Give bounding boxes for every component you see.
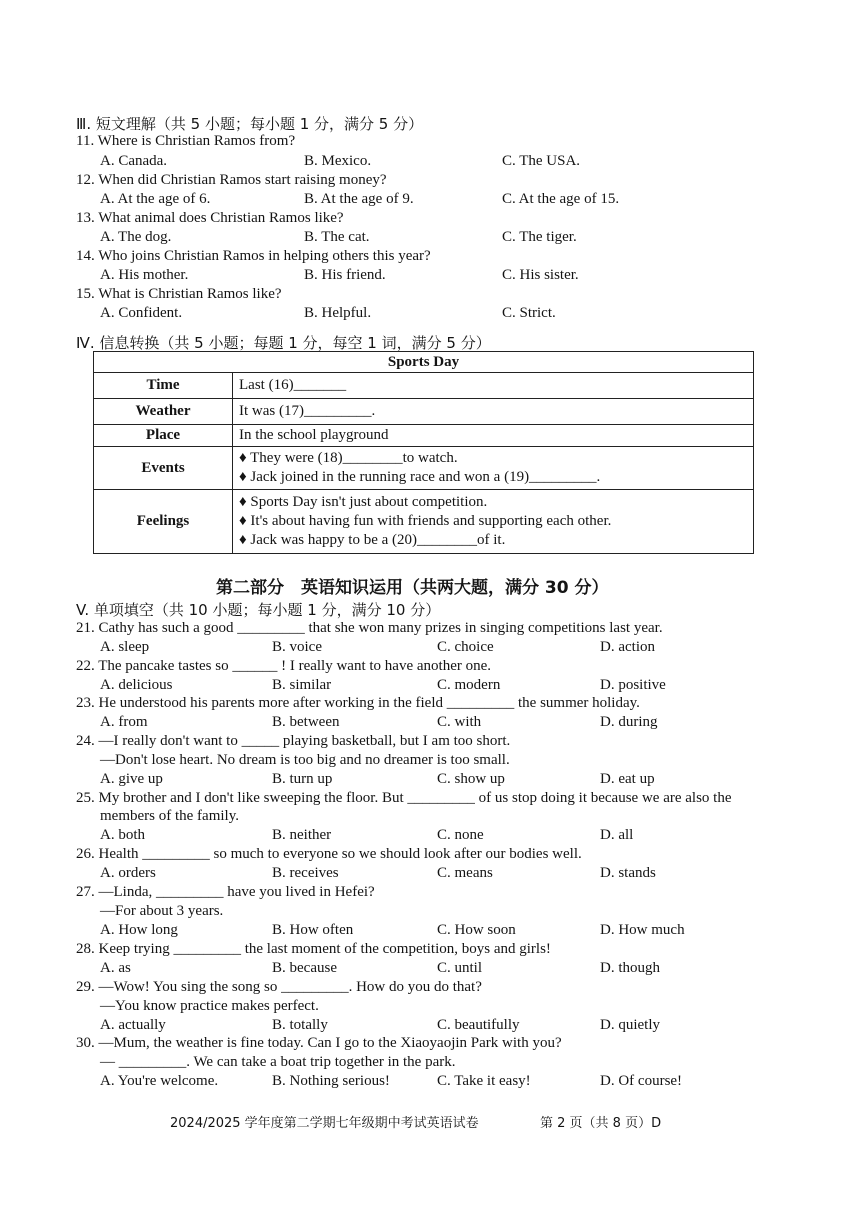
q14-option-a: A. His mother. xyxy=(100,267,189,283)
q29-option-d: D. quietly xyxy=(600,1017,660,1033)
question-24-reply: —Don't lose heart. No dream is too big and no dreamer is too small. xyxy=(100,752,510,768)
question-23: 23. He understood his parents more after working in the field _________ the summer holiday. xyxy=(76,695,640,711)
q11-option-a: A. Canada. xyxy=(100,153,168,169)
question-30-reply: — _________. We can take a boat trip together in the park. xyxy=(100,1054,456,1070)
q28-option-a: A. as xyxy=(100,960,131,976)
question-25-cont: members of the family. xyxy=(100,808,239,824)
events-line: ♦ Jack joined in the running race and won a (19)_________. xyxy=(239,469,601,485)
q30-option-d: D. Of course! xyxy=(600,1073,683,1089)
q15-option-c: C. Strict. xyxy=(502,305,556,321)
question-26: 26. Health _________ so much to everyone so we should look after our bodies well. xyxy=(76,846,582,862)
q13-option-b: B. The cat. xyxy=(304,229,370,245)
events-line: ♦ They were (18)________to watch. xyxy=(239,450,458,466)
q27-option-d: D. How much xyxy=(600,922,685,938)
feelings-content xyxy=(233,490,754,554)
q21-option-a: A. sleep xyxy=(100,639,150,655)
q25-option-c: C. none xyxy=(437,827,484,843)
q25-option-b: B. neither xyxy=(272,827,332,843)
section-5-title: V. 单项填空（共 10 小题；每小题 1 分，满分 10 分） xyxy=(76,601,441,619)
q30-option-c: C. Take it easy! xyxy=(437,1073,531,1089)
q24-option-a: A. give up xyxy=(100,771,163,787)
q30-option-b: B. Nothing serious! xyxy=(272,1073,390,1089)
events-content xyxy=(233,447,754,490)
q23-option-c: C. with xyxy=(437,714,482,730)
question-28: 28. Keep trying _________ the last moment of the competition, boys and girls! xyxy=(76,941,551,957)
q15-option-b: B. Helpful. xyxy=(304,305,372,321)
q23-option-d: D. during xyxy=(600,714,658,730)
q12-option-b: B. At the age of 9. xyxy=(304,191,414,207)
q14-option-b: B. His friend. xyxy=(304,267,386,283)
q29-option-a: A. actually xyxy=(100,1017,166,1033)
feelings-line: ♦ Jack was happy to be a (20)________of it. xyxy=(239,532,506,548)
q11-option-c: C. The USA. xyxy=(502,153,581,169)
q13-option-a: A. The dog. xyxy=(100,229,172,245)
q29-option-b: B. totally xyxy=(272,1017,328,1033)
section-3-title: Ⅲ. 短文理解（共 5 小题；每小题 1 分，满分 5 分） xyxy=(76,115,424,133)
q22-option-c: C. modern xyxy=(437,677,501,693)
q24-option-b: B. turn up xyxy=(272,771,333,787)
q28-option-d: D. though xyxy=(600,960,660,976)
q14-option-c: C. His sister. xyxy=(502,267,579,283)
weather-label: Weather xyxy=(94,399,233,425)
feelings-line: ♦ It's about having fun with friends and supporting each other. xyxy=(239,513,612,529)
footer-page-number: 第 2 页（共 8 页）D xyxy=(540,1116,662,1131)
q23-option-b: B. between xyxy=(272,714,340,730)
q25-option-d: D. all xyxy=(600,827,634,843)
q24-option-d: D. eat up xyxy=(600,771,655,787)
q21-option-b: B. voice xyxy=(272,639,322,655)
q28-option-c: C. until xyxy=(437,960,483,976)
q28-option-b: B. because xyxy=(272,960,337,976)
q22-option-b: B. similar xyxy=(272,677,332,693)
time-label: Time xyxy=(94,373,233,399)
question-29-reply: —You know practice makes perfect. xyxy=(100,998,319,1014)
part-2-title: 第二部分 英语知识运用（共两大题，满分 30 分） xyxy=(216,578,609,598)
q27-option-c: C. How soon xyxy=(437,922,516,938)
q13-option-c: C. The tiger. xyxy=(502,229,577,245)
q24-option-c: C. show up xyxy=(437,771,505,787)
question-30: 30. —Mum, the weather is fine today. Can I go to the Xiaoyaojin Park with you? xyxy=(76,1035,562,1051)
q22-option-d: D. positive xyxy=(600,677,666,693)
question-11: 11. Where is Christian Ramos from? xyxy=(76,133,296,149)
place-label: Place xyxy=(94,425,233,447)
section-4-title: Ⅳ. 信息转换（共 5 小题；每题 1 分，每空 1 词，满分 5 分） xyxy=(76,334,491,352)
q26-option-a: A. orders xyxy=(100,865,156,881)
question-21: 21. Cathy has such a good _________ that she won many prizes in singing competitions last year. xyxy=(76,620,663,636)
q22-option-a: A. delicious xyxy=(100,677,173,693)
question-22: 22. The pancake tastes so ______ ! I really want to have another one. xyxy=(76,658,492,674)
q12-option-c: C. At the age of 15. xyxy=(502,191,620,207)
question-27: 27. —Linda, _________ have you lived in Hefei? xyxy=(76,884,375,900)
q29-option-c: C. beautifully xyxy=(437,1017,520,1033)
q15-option-a: A. Confident. xyxy=(100,305,183,321)
q25-option-a: A. both xyxy=(100,827,145,843)
q27-option-a: A. How long xyxy=(100,922,178,938)
q26-option-d: D. stands xyxy=(600,865,656,881)
question-14: 14. Who joins Christian Ramos in helping others this year? xyxy=(76,248,431,264)
q12-option-a: A. At the age of 6. xyxy=(100,191,211,207)
question-15: 15. What is Christian Ramos like? xyxy=(76,286,282,302)
q23-option-a: A. from xyxy=(100,714,148,730)
events-label: Events xyxy=(94,447,233,490)
q21-option-c: C. choice xyxy=(437,639,494,655)
question-27-reply: —For about 3 years. xyxy=(100,903,224,919)
sports-day-table xyxy=(93,351,754,554)
question-13: 13. What animal does Christian Ramos like? xyxy=(76,210,344,226)
footer-exam-title: 2024/2025 学年度第二学期七年级期中考试英语试卷 xyxy=(170,1116,479,1131)
question-24: 24. —I really don't want to _____ playing basketball, but I am too short. xyxy=(76,733,511,749)
question-25: 25. My brother and I don't like sweeping the floor. But _________ of us stop doing it because we are also the xyxy=(76,790,732,806)
time-content: Last (16)_______ xyxy=(233,373,754,399)
q30-option-a: A. You're welcome. xyxy=(100,1073,219,1089)
q11-option-b: B. Mexico. xyxy=(304,153,372,169)
question-12: 12. When did Christian Ramos start raising money? xyxy=(76,172,387,188)
feelings-label: Feelings xyxy=(94,490,233,554)
question-29: 29. —Wow! You sing the song so _________. How do you do that? xyxy=(76,979,482,995)
table-title: Sports Day xyxy=(94,352,754,373)
q21-option-d: D. action xyxy=(600,639,655,655)
weather-content: It was (17)_________. xyxy=(233,399,754,425)
q26-option-b: B. receives xyxy=(272,865,339,881)
place-content: In the school playground xyxy=(233,425,754,447)
q27-option-b: B. How often xyxy=(272,922,354,938)
q26-option-c: C. means xyxy=(437,865,493,881)
feelings-line: ♦ Sports Day isn't just about competition. xyxy=(239,494,488,510)
